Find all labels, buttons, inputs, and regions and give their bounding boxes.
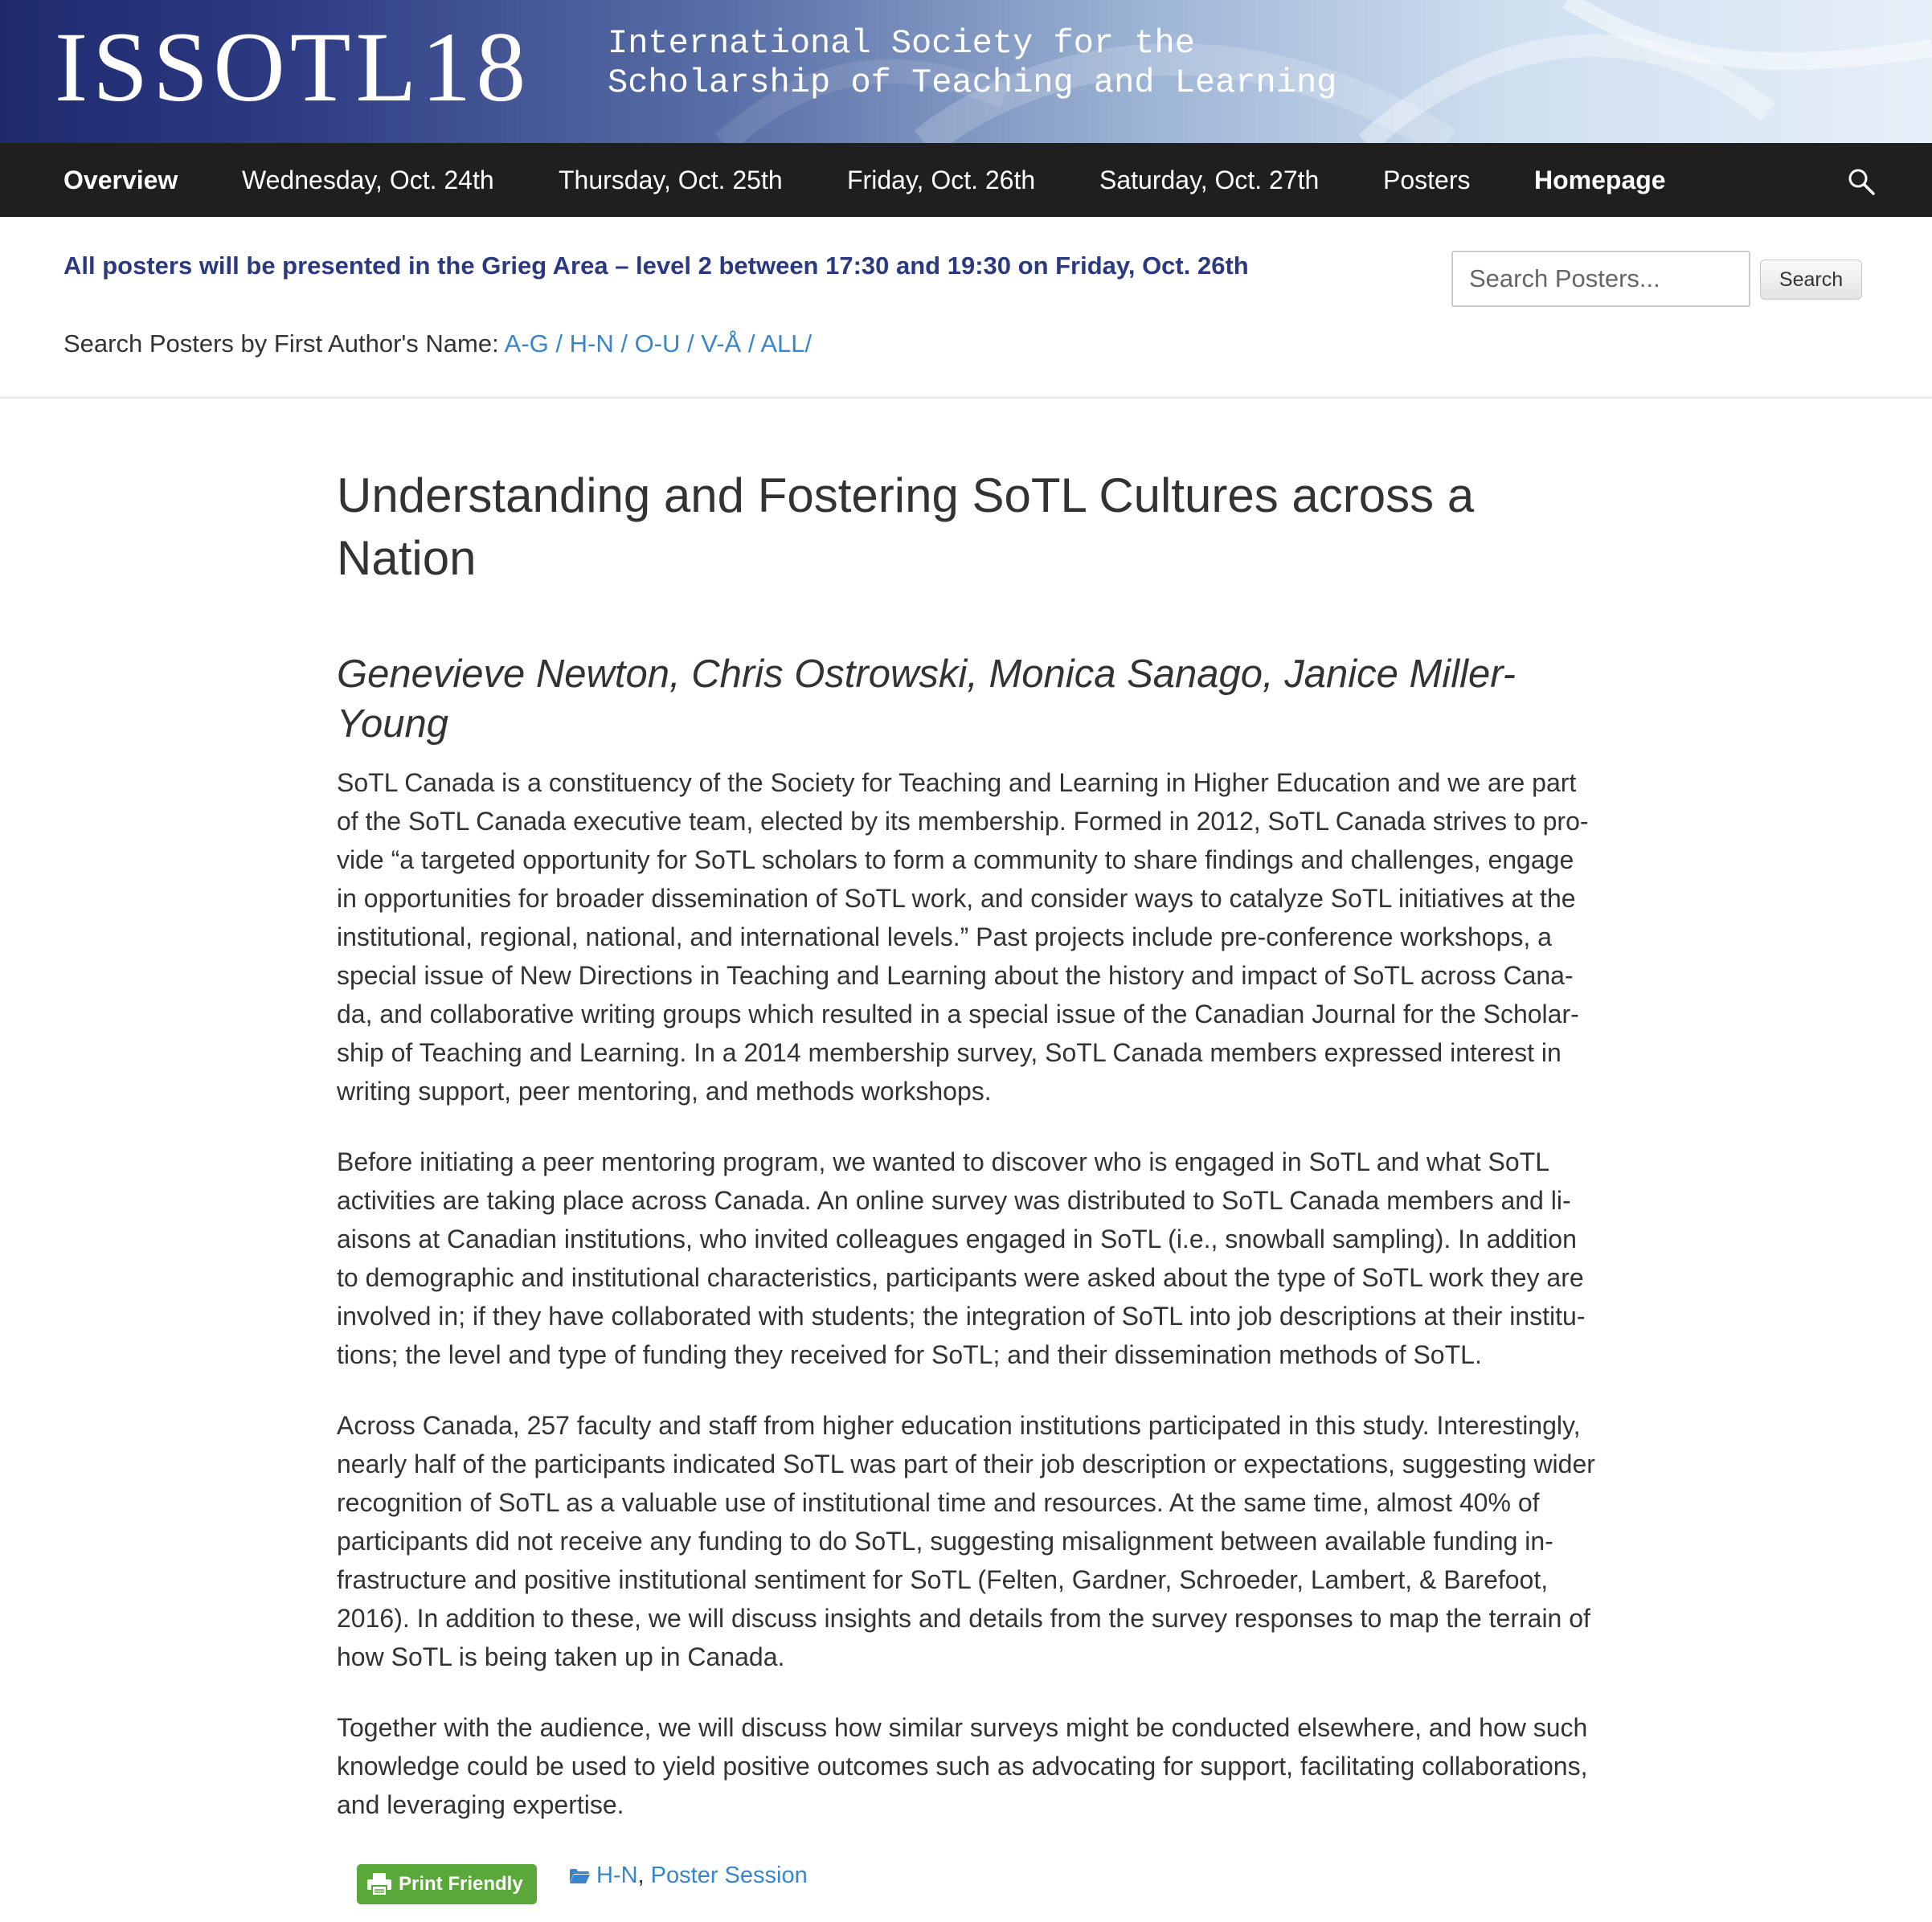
nav-item-wednesday[interactable]: Wednesday, Oct. 24th	[242, 166, 494, 194]
search-icon[interactable]	[1847, 167, 1876, 196]
header-divider	[0, 397, 1932, 399]
printer-icon	[366, 1872, 392, 1896]
author-link-all[interactable]: ALL	[760, 329, 805, 358]
search-posters-input[interactable]	[1451, 251, 1750, 307]
site-banner[interactable]	[0, 0, 1932, 143]
site-subtitle	[608, 24, 1336, 103]
nav-item-homepage[interactable]: Homepage	[1534, 166, 1666, 194]
article-paragraph: Before initiating a peer mentoring program, we wanted to discover who is engaged in SoTL and what SoTL activities are taking place across Canada. An online survey was distributed to SoTL Canada members and liaisons at Canadian institutions, who invited colleagues engaged in SoTL (i.e., snowball sampling). In addition to demographic and institutional characteristics, participants were asked about the type of SoTL work they are involved in; if they have collaborated with students; the integration of SoTL into job descriptions at their institutions; the level and type of funding they received for SoTL; and their dissemination methods of SoTL.	[337, 1147, 1586, 1369]
author-link-o-u[interactable]: O-U	[634, 329, 681, 358]
poster-article	[337, 464, 1600, 1824]
nav-item-overview[interactable]: Overview	[63, 166, 178, 194]
article-title: Understanding and Fostering SoTL Cultures across a Nation	[337, 468, 1475, 585]
author-search-label: Search Posters by First Author's Name:	[63, 329, 499, 358]
poster-notice: All posters will be presented in the Grieg Area – level 2 between 17:30 and 19:30 on Friday, Oct. 26th	[63, 251, 1249, 280]
site-logo[interactable]: ISSOTL18	[55, 12, 531, 122]
main-nav	[0, 143, 1932, 217]
category-link-poster-session[interactable]: Poster Session	[650, 1863, 808, 1888]
category-link-h-n[interactable]: H-N	[596, 1863, 638, 1888]
print-friendly-label: Print Friendly	[399, 1873, 523, 1895]
category-separator: ,	[637, 1863, 651, 1888]
search-button[interactable]: Search	[1760, 260, 1862, 300]
nav-item-saturday[interactable]: Saturday, Oct. 27th	[1099, 166, 1320, 194]
nav-item-friday[interactable]: Friday, Oct. 26th	[847, 166, 1036, 194]
author-link-h-n[interactable]: H-N	[569, 329, 614, 358]
folder-icon	[569, 1868, 590, 1884]
article-paragraph: Together with the audience, we will discuss how similar surveys might be conducted elsewhere, and how such knowledge could be used to yield positive outcomes such as advocating for support, facilitating collaborations, and leveraging expertise.	[337, 1713, 1588, 1819]
post-categories	[569, 1863, 808, 1889]
print-friendly-button[interactable]	[357, 1864, 537, 1904]
nav-item-thursday[interactable]: Thursday, Oct. 25th	[559, 166, 783, 194]
article-paragraph: Across Canada, 257 faculty and staff from higher education institutions participated in this study. Interestingly, nearly half of the participants indicated SoTL was part of their job description or expectations, suggesting wider recognition of SoTL as a valuable use of institutional time and resources. At the same time, almost 40% of participants did not receive any funding to do SoTL, suggesting misalignment between available funding infrastructure and positive institutional sentiment for SoTL (Felten, Gardner, Schroeder, Lambert, & Barefoot, 2016). In addition to these, we will discuss insights and details from the survey responses to map the terrain of how SoTL is being taken up in Canada.	[337, 1411, 1595, 1671]
article-authors: Genevieve Newton, Chris Ostrowski, Monica Sanago, Janice Miller-Young	[337, 652, 1516, 746]
site-subtitle-line1: International Society for the	[608, 24, 1195, 63]
article-body	[337, 763, 1600, 1824]
author-link-v-a[interactable]: V-Å	[701, 329, 742, 358]
article-paragraph: SoTL Canada is a constituency of the Society for Teaching and Learning in Higher Education and we are part of the SoTL Canada executive team, elected by its membership. Formed in 2012, SoTL Canada strives to provide “a targeted opportunity for SoTL scholars to form a community to share findings and challenges, engage in opportunities for broader dissemination of SoTL work, and consider ways to catalyze SoTL initiatives at the institutional, regional, national, and international levels.” Past projects include pre-conference workshops, a special issue of New Directions in Teaching and Learning about the history and impact of SoTL across Canada, and collaborative writing groups which resulted in a special issue of the Canadian Journal for the Scholarship of Teaching and Learning. In a 2014 membership survey, SoTL Canada members expressed interest in writing support, peer mentoring, and methods workshops.	[337, 768, 1589, 1106]
nav-item-posters[interactable]: Posters	[1383, 166, 1471, 194]
author-link-a-g[interactable]: A-G	[504, 329, 549, 358]
author-search-bar: Search Posters by First Author's Name: A-G / H-N / O-U / V-Å / ALL/	[63, 329, 813, 358]
site-subtitle-line2: Scholarship of Teaching and Learning	[608, 63, 1337, 102]
author-links-trailing: /	[804, 329, 813, 358]
